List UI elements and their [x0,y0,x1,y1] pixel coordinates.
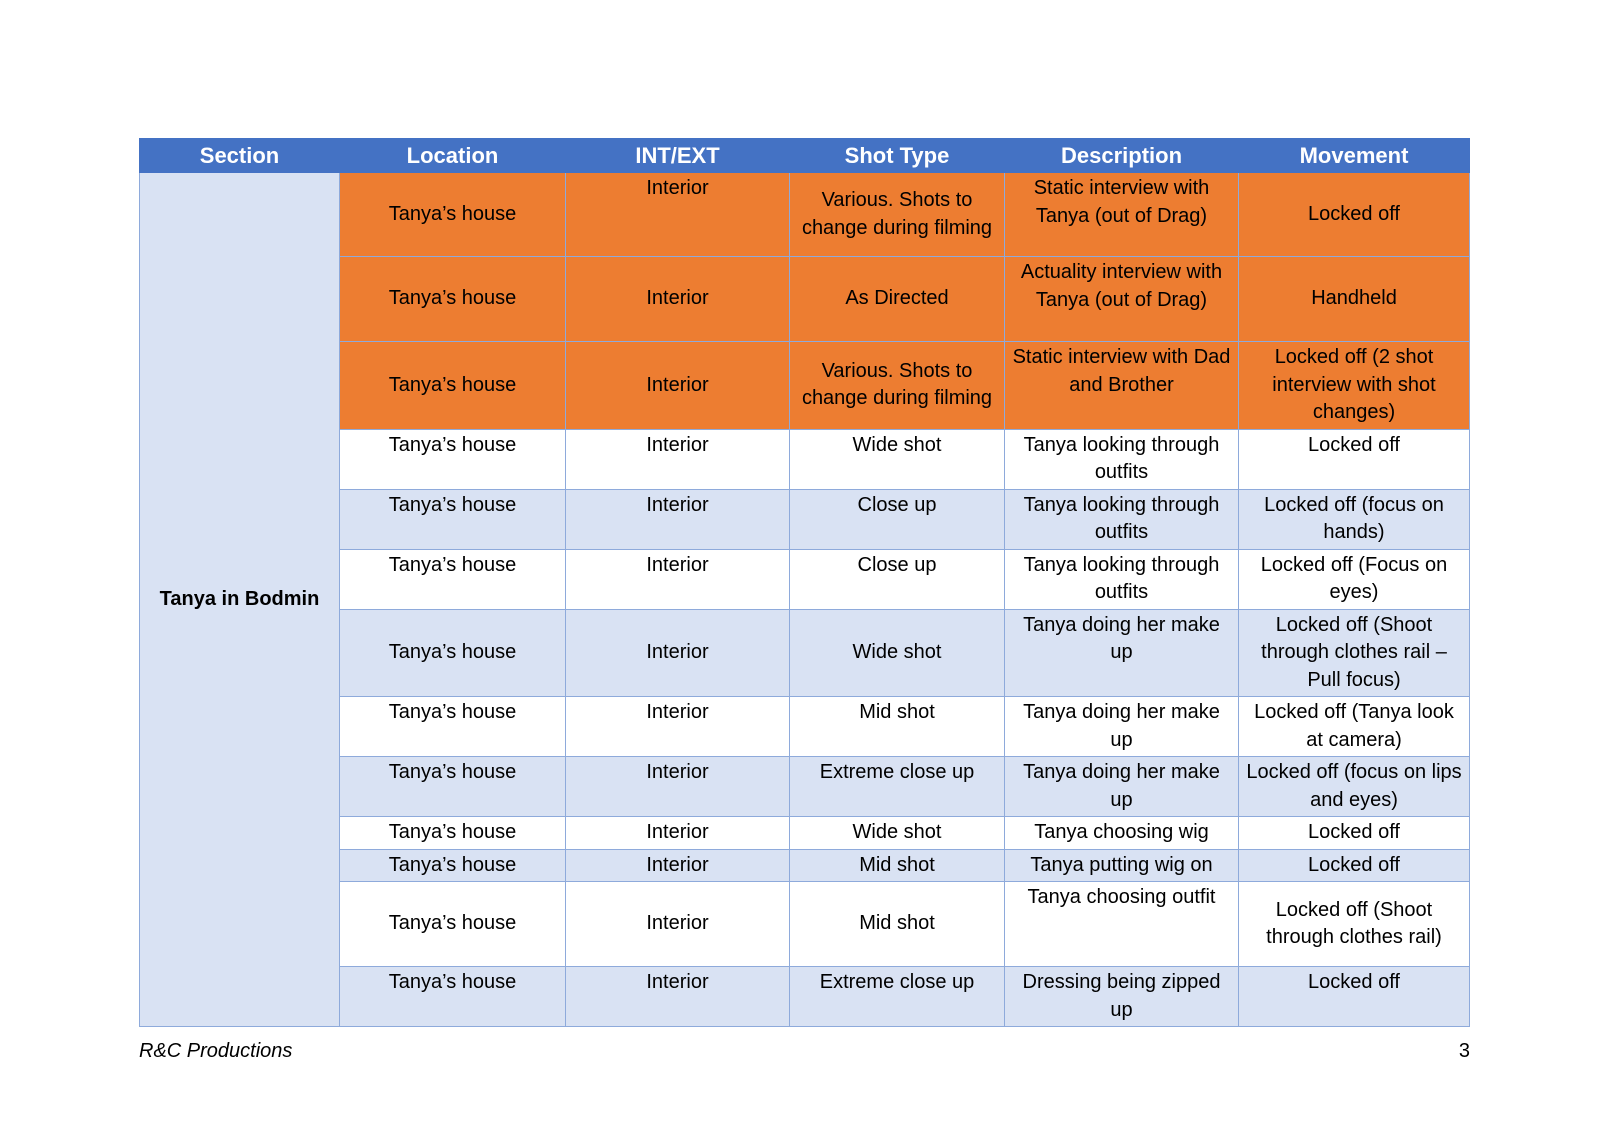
int-ext-cell: Interior [566,967,790,1027]
movement-cell: Locked off (Focus on eyes) [1239,549,1470,609]
header-section: Section [140,139,340,173]
shot-type-cell: Mid shot [790,697,1005,757]
int-ext-cell: Interior [566,882,790,967]
description-cell: Tanya choosing outfit [1005,882,1239,967]
table-row [140,817,1470,850]
table-row [140,882,1470,967]
section-cell: Tanya in Bodmin [140,173,340,1027]
location-cell: Tanya’s house [340,549,566,609]
movement-cell: Locked off (focus on lips and eyes) [1239,757,1470,817]
int-ext-cell: Interior [566,342,790,430]
table-row [140,489,1470,549]
int-ext-cell: Interior [566,173,790,257]
description-cell: Static interview with Dad and Brother [1005,342,1239,430]
movement-cell: Locked off (Shoot through clothes rail – Pull focus) [1239,609,1470,697]
int-ext-cell: Interior [566,489,790,549]
shot-type-cell: Mid shot [790,882,1005,967]
int-ext-cell: Interior [566,817,790,850]
shot-type-cell: Extreme close up [790,757,1005,817]
footer-company: R&C Productions [139,1040,293,1062]
location-cell: Tanya’s house [340,173,566,257]
table-row [140,849,1470,882]
movement-cell: Locked off (2 shot interview with shot changes) [1239,342,1470,430]
description-cell: Tanya looking through outfits [1005,489,1239,549]
description-cell: Actuality interview with Tanya (out of Drag) [1005,257,1239,342]
header-shot-type: Shot Type [790,139,1005,173]
table-row [140,697,1470,757]
shot-type-cell: Wide shot [790,429,1005,489]
description-cell: Tanya putting wig on [1005,849,1239,882]
movement-cell: Locked off (focus on hands) [1239,489,1470,549]
shot-type-cell: Various. Shots to change during filming [790,173,1005,257]
header-movement: Movement [1239,139,1470,173]
table-row [140,173,1470,257]
movement-cell: Locked off [1239,429,1470,489]
shot-type-cell: Extreme close up [790,967,1005,1027]
movement-cell: Locked off [1239,849,1470,882]
description-cell: Tanya doing her make up [1005,609,1239,697]
table-row [140,257,1470,342]
int-ext-cell: Interior [566,257,790,342]
shot-type-cell: As Directed [790,257,1005,342]
shot-list-table [139,138,1470,1027]
table-row [140,609,1470,697]
location-cell: Tanya’s house [340,967,566,1027]
movement-cell: Locked off (Tanya look at camera) [1239,697,1470,757]
location-cell: Tanya’s house [340,429,566,489]
location-cell: Tanya’s house [340,609,566,697]
int-ext-cell: Interior [566,549,790,609]
int-ext-cell: Interior [566,757,790,817]
shot-type-cell: Close up [790,549,1005,609]
description-cell: Tanya doing her make up [1005,757,1239,817]
location-cell: Tanya’s house [340,257,566,342]
location-cell: Tanya’s house [340,697,566,757]
description-cell: Tanya doing her make up [1005,697,1239,757]
location-cell: Tanya’s house [340,882,566,967]
movement-cell: Handheld [1239,257,1470,342]
header-description: Description [1005,139,1239,173]
description-cell: Tanya looking through outfits [1005,429,1239,489]
footer-page-number: 3 [1458,1040,1470,1062]
movement-cell: Locked off (Shoot through clothes rail) [1239,882,1470,967]
movement-cell: Locked off [1239,817,1470,850]
header-location: Location [340,139,566,173]
table-header-row [140,139,1470,173]
int-ext-cell: Interior [566,429,790,489]
table-row [140,549,1470,609]
table-row [140,342,1470,430]
location-cell: Tanya’s house [340,757,566,817]
description-cell: Tanya choosing wig [1005,817,1239,850]
int-ext-cell: Interior [566,849,790,882]
shot-type-cell: Close up [790,489,1005,549]
table-row [140,967,1470,1027]
shot-type-cell: Wide shot [790,817,1005,850]
description-cell: Static interview with Tanya (out of Drag) [1005,173,1239,257]
table-row [140,429,1470,489]
shot-type-cell: Wide shot [790,609,1005,697]
location-cell: Tanya’s house [340,817,566,850]
description-cell: Tanya looking through outfits [1005,549,1239,609]
header-int-ext: INT/EXT [566,139,790,173]
movement-cell: Locked off [1239,173,1470,257]
table-row [140,757,1470,817]
int-ext-cell: Interior [566,697,790,757]
movement-cell: Locked off [1239,967,1470,1027]
shot-type-cell: Various. Shots to change during filming [790,342,1005,430]
shot-type-cell: Mid shot [790,849,1005,882]
int-ext-cell: Interior [566,609,790,697]
description-cell: Dressing being zipped up [1005,967,1239,1027]
location-cell: Tanya’s house [340,342,566,430]
location-cell: Tanya’s house [340,489,566,549]
location-cell: Tanya’s house [340,849,566,882]
